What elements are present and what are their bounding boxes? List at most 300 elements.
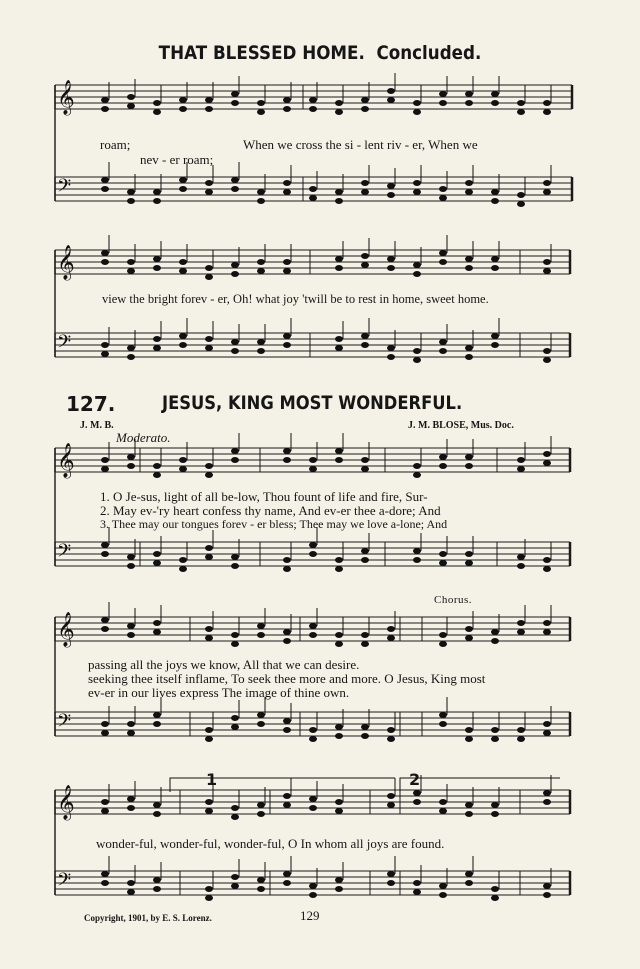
treble-clef-icon: 𝄞 — [57, 785, 75, 820]
note-head — [231, 100, 239, 106]
note-head — [101, 617, 109, 623]
note-head — [205, 180, 213, 186]
note-head — [257, 198, 265, 204]
note-head — [439, 195, 447, 201]
note-head — [231, 554, 239, 560]
note-head — [413, 189, 421, 195]
note-head — [465, 871, 473, 877]
note-head — [179, 259, 187, 265]
note-head — [257, 712, 265, 718]
note-head — [179, 106, 187, 112]
note-head — [127, 721, 135, 727]
note-head — [543, 460, 551, 466]
note-head — [257, 877, 265, 883]
note-head — [231, 563, 239, 569]
note-head — [309, 632, 317, 638]
verse-line-1: 1. O Je-sus, light of all be-low, Thou fount of life and fire, Sur- — [100, 489, 428, 504]
note-head — [205, 472, 213, 478]
note-head — [543, 566, 551, 572]
note-head — [283, 333, 291, 339]
note-head — [465, 626, 473, 632]
note-head — [335, 808, 343, 814]
note-head — [335, 724, 343, 730]
note-head — [205, 345, 213, 351]
note-head — [101, 808, 109, 814]
note-head — [309, 736, 317, 742]
note-head — [179, 177, 187, 183]
note-head — [309, 551, 317, 557]
note-head — [413, 799, 421, 805]
note-head — [309, 727, 317, 733]
note-head — [231, 874, 239, 880]
note-head — [231, 348, 239, 354]
note-head — [361, 457, 369, 463]
section-title: THAT BLESSED HOME. Concluded. — [158, 42, 482, 64]
note-head — [543, 730, 551, 736]
note-head — [387, 871, 395, 877]
note-head — [153, 472, 161, 478]
note-head — [127, 623, 135, 629]
note-head — [205, 336, 213, 342]
note-head — [309, 466, 317, 472]
note-head — [361, 97, 369, 103]
note-head — [491, 811, 499, 817]
note-head — [309, 195, 317, 201]
verse-line-2: seeking thee itself inflame, To seek thee more and more. O Jesus, King most — [88, 671, 486, 686]
bass-clef-icon: 𝄢 — [57, 176, 72, 201]
hymn-author: J. M. B. — [80, 420, 114, 431]
note-head — [205, 265, 213, 271]
note-head — [387, 354, 395, 360]
note-head — [283, 106, 291, 112]
note-head — [387, 880, 395, 886]
note-head — [257, 268, 265, 274]
verse-line-3: ev-er in our lives express The image of thine own. — [88, 685, 350, 700]
note-head — [127, 563, 135, 569]
note-head — [179, 566, 187, 572]
note-head — [517, 201, 525, 207]
note-head — [283, 718, 291, 724]
note-head — [309, 892, 317, 898]
note-head — [205, 886, 213, 892]
note-head — [257, 339, 265, 345]
note-head — [413, 100, 421, 106]
note-head — [491, 886, 499, 892]
note-head — [361, 557, 369, 563]
note-head — [153, 560, 161, 566]
note-head — [439, 91, 447, 97]
note-head — [179, 457, 187, 463]
note-head — [465, 463, 473, 469]
note-head — [465, 454, 473, 460]
note-head — [439, 799, 447, 805]
note-head — [439, 712, 447, 718]
note-head — [101, 626, 109, 632]
note-head — [179, 268, 187, 274]
note-head — [153, 463, 161, 469]
note-head — [335, 566, 343, 572]
note-head — [335, 641, 343, 647]
note-head — [413, 262, 421, 268]
note-head — [205, 545, 213, 551]
note-head — [439, 892, 447, 898]
note-head — [543, 451, 551, 457]
note-head — [361, 724, 369, 730]
note-head — [127, 354, 135, 360]
note-head — [361, 180, 369, 186]
note-head — [101, 551, 109, 557]
note-head — [465, 551, 473, 557]
note-head — [205, 727, 213, 733]
note-head — [543, 348, 551, 354]
note-head — [309, 623, 317, 629]
note-head — [335, 557, 343, 563]
note-head — [335, 733, 343, 739]
note-head — [257, 109, 265, 115]
note-head — [257, 189, 265, 195]
note-head — [543, 620, 551, 626]
note-head — [439, 339, 447, 345]
note-head — [127, 345, 135, 351]
note-head — [257, 100, 265, 106]
note-head — [335, 198, 343, 204]
lyric-line: When we cross the si - lent riv - er, When we — [243, 137, 478, 152]
note-head — [413, 180, 421, 186]
note-head — [127, 889, 135, 895]
note-head — [335, 799, 343, 805]
note-head — [543, 721, 551, 727]
note-head — [205, 626, 213, 632]
note-head — [517, 100, 525, 106]
note-head — [101, 730, 109, 736]
note-head — [335, 109, 343, 115]
note-head — [491, 802, 499, 808]
treble-clef-icon: 𝄞 — [57, 612, 75, 647]
note-head — [361, 466, 369, 472]
note-head — [205, 895, 213, 901]
note-head — [491, 100, 499, 106]
note-head — [205, 554, 213, 560]
note-head — [231, 177, 239, 183]
note-head — [517, 563, 525, 569]
note-head — [153, 712, 161, 718]
note-head — [179, 557, 187, 563]
note-head — [153, 811, 161, 817]
note-head — [491, 895, 499, 901]
note-head — [439, 250, 447, 256]
note-head — [491, 727, 499, 733]
note-head — [491, 256, 499, 262]
note-head — [127, 189, 135, 195]
note-head — [101, 466, 109, 472]
note-head — [153, 100, 161, 106]
note-head — [205, 463, 213, 469]
note-head — [543, 100, 551, 106]
note-head — [283, 793, 291, 799]
verse-line-1: passing all the joys we know, All that we can desire. — [88, 657, 360, 672]
note-head — [101, 457, 109, 463]
note-head — [335, 256, 343, 262]
note-head — [257, 721, 265, 727]
chorus-lyric: wonder-ful, wonder-ful, wonder-ful, O In whom all joys are found. — [96, 836, 445, 851]
note-head — [543, 357, 551, 363]
note-head — [179, 333, 187, 339]
note-head — [101, 177, 109, 183]
note-head — [439, 463, 447, 469]
note-head — [361, 641, 369, 647]
note-head — [205, 189, 213, 195]
note-head — [465, 180, 473, 186]
note-head — [231, 271, 239, 277]
note-head — [127, 268, 135, 274]
note-head — [231, 715, 239, 721]
note-head — [257, 348, 265, 354]
volta-1-number: 1 — [206, 770, 218, 789]
note-head — [257, 811, 265, 817]
note-head — [543, 892, 551, 898]
note-head — [205, 736, 213, 742]
note-head — [517, 620, 525, 626]
bass-clef-icon: 𝄢 — [57, 541, 72, 566]
note-head — [231, 724, 239, 730]
note-head — [413, 790, 421, 796]
note-head — [309, 97, 317, 103]
note-head — [283, 259, 291, 265]
note-head — [387, 626, 395, 632]
note-head — [283, 802, 291, 808]
note-head — [231, 457, 239, 463]
treble-clef-icon: 𝄞 — [57, 80, 75, 115]
chorus-label: Chorus. — [434, 594, 473, 606]
note-head — [101, 259, 109, 265]
note-head — [127, 259, 135, 265]
note-head — [101, 721, 109, 727]
note-head — [309, 542, 317, 548]
note-head — [153, 620, 161, 626]
note-head — [283, 566, 291, 572]
note-head — [361, 342, 369, 348]
note-head — [335, 877, 343, 883]
note-head — [517, 727, 525, 733]
note-head — [361, 548, 369, 554]
note-head — [179, 466, 187, 472]
note-head — [179, 186, 187, 192]
note-head — [153, 256, 161, 262]
note-head — [153, 877, 161, 883]
note-head — [465, 811, 473, 817]
note-head — [101, 880, 109, 886]
note-head — [361, 106, 369, 112]
note-head — [543, 180, 551, 186]
note-head — [127, 103, 135, 109]
note-head — [153, 629, 161, 635]
note-head — [465, 354, 473, 360]
note-head — [465, 100, 473, 106]
note-head — [335, 448, 343, 454]
note-head — [283, 457, 291, 463]
note-head — [101, 342, 109, 348]
note-head — [153, 198, 161, 204]
note-head — [283, 342, 291, 348]
note-head — [127, 454, 135, 460]
note-head — [309, 457, 317, 463]
note-head — [283, 97, 291, 103]
note-head — [439, 186, 447, 192]
verse-line-3: 3. Thee may our tongues forev - er bless; Thee may we love a-lone; And — [100, 517, 448, 531]
lyric-line: nev - er roam; — [140, 152, 214, 167]
note-head — [387, 727, 395, 733]
note-head — [335, 457, 343, 463]
note-head — [439, 883, 447, 889]
note-head — [387, 256, 395, 262]
note-head — [127, 796, 135, 802]
page-number: 129 — [300, 908, 320, 923]
note-head — [387, 802, 395, 808]
note-head — [335, 189, 343, 195]
note-head — [491, 198, 499, 204]
note-head — [491, 189, 499, 195]
note-head — [543, 189, 551, 195]
note-head — [517, 466, 525, 472]
note-head — [517, 109, 525, 115]
note-head — [413, 357, 421, 363]
note-head — [153, 886, 161, 892]
note-head — [101, 799, 109, 805]
note-head — [101, 186, 109, 192]
note-head — [543, 790, 551, 796]
note-head — [543, 799, 551, 805]
note-head — [413, 548, 421, 554]
note-head — [205, 635, 213, 641]
note-head — [127, 94, 135, 100]
note-head — [491, 342, 499, 348]
note-head — [465, 256, 473, 262]
note-head — [543, 557, 551, 563]
note-head — [283, 638, 291, 644]
note-head — [439, 560, 447, 566]
note-head — [127, 463, 135, 469]
note-head — [101, 106, 109, 112]
note-head — [153, 345, 161, 351]
note-head — [387, 265, 395, 271]
note-head — [543, 259, 551, 265]
note-head — [465, 560, 473, 566]
note-head — [439, 454, 447, 460]
note-head — [361, 189, 369, 195]
note-head — [439, 641, 447, 647]
note-head — [309, 796, 317, 802]
note-head — [361, 262, 369, 268]
lyric-line: roam; — [100, 137, 131, 152]
note-head — [127, 632, 135, 638]
note-head — [543, 268, 551, 274]
note-head — [465, 802, 473, 808]
note-head — [465, 91, 473, 97]
note-head — [101, 97, 109, 103]
note-head — [153, 551, 161, 557]
note-head — [283, 880, 291, 886]
note-head — [491, 265, 499, 271]
note-head — [309, 883, 317, 889]
note-head — [335, 886, 343, 892]
note-head — [491, 638, 499, 644]
bass-clef-icon: 𝄢 — [57, 711, 72, 736]
note-head — [413, 472, 421, 478]
note-head — [439, 259, 447, 265]
tempo-marking: Moderato. — [116, 430, 171, 445]
note-head — [387, 793, 395, 799]
note-head — [439, 100, 447, 106]
note-head — [465, 880, 473, 886]
note-head — [439, 348, 447, 354]
copyright: Copyright, 1901, by E. S. Lorenz. — [84, 913, 212, 923]
hymn-number: 127. — [66, 392, 116, 416]
note-head — [153, 802, 161, 808]
note-head — [101, 351, 109, 357]
note-head — [205, 799, 213, 805]
note-head — [127, 730, 135, 736]
note-head — [413, 271, 421, 277]
note-head — [361, 632, 369, 638]
note-head — [257, 259, 265, 265]
note-head — [257, 623, 265, 629]
note-head — [465, 345, 473, 351]
note-head — [283, 871, 291, 877]
bass-clef-icon: 𝄢 — [57, 332, 72, 357]
note-head — [543, 883, 551, 889]
note-head — [231, 339, 239, 345]
note-head — [413, 109, 421, 115]
note-head — [465, 736, 473, 742]
note-head — [231, 632, 239, 638]
note-head — [465, 189, 473, 195]
note-head — [413, 463, 421, 469]
note-head — [387, 345, 395, 351]
note-head — [283, 557, 291, 563]
note-head — [413, 348, 421, 354]
note-head — [283, 629, 291, 635]
note-head — [439, 632, 447, 638]
note-head — [335, 336, 343, 342]
note-head — [283, 180, 291, 186]
note-head — [491, 91, 499, 97]
note-head — [413, 889, 421, 895]
note-head — [387, 192, 395, 198]
note-head — [205, 106, 213, 112]
note-head — [543, 109, 551, 115]
note-head — [335, 265, 343, 271]
note-head — [127, 805, 135, 811]
note-head — [491, 333, 499, 339]
note-head — [465, 265, 473, 271]
treble-clef-icon: 𝄞 — [57, 245, 75, 280]
note-head — [309, 805, 317, 811]
note-head — [101, 250, 109, 256]
note-head — [231, 641, 239, 647]
note-head — [387, 183, 395, 189]
note-head — [309, 106, 317, 112]
note-head — [257, 632, 265, 638]
note-head — [517, 554, 525, 560]
note-head — [387, 88, 395, 94]
note-head — [361, 333, 369, 339]
note-head — [257, 802, 265, 808]
note-head — [361, 733, 369, 739]
note-head — [153, 265, 161, 271]
note-head — [205, 808, 213, 814]
note-head — [517, 736, 525, 742]
note-head — [517, 192, 525, 198]
